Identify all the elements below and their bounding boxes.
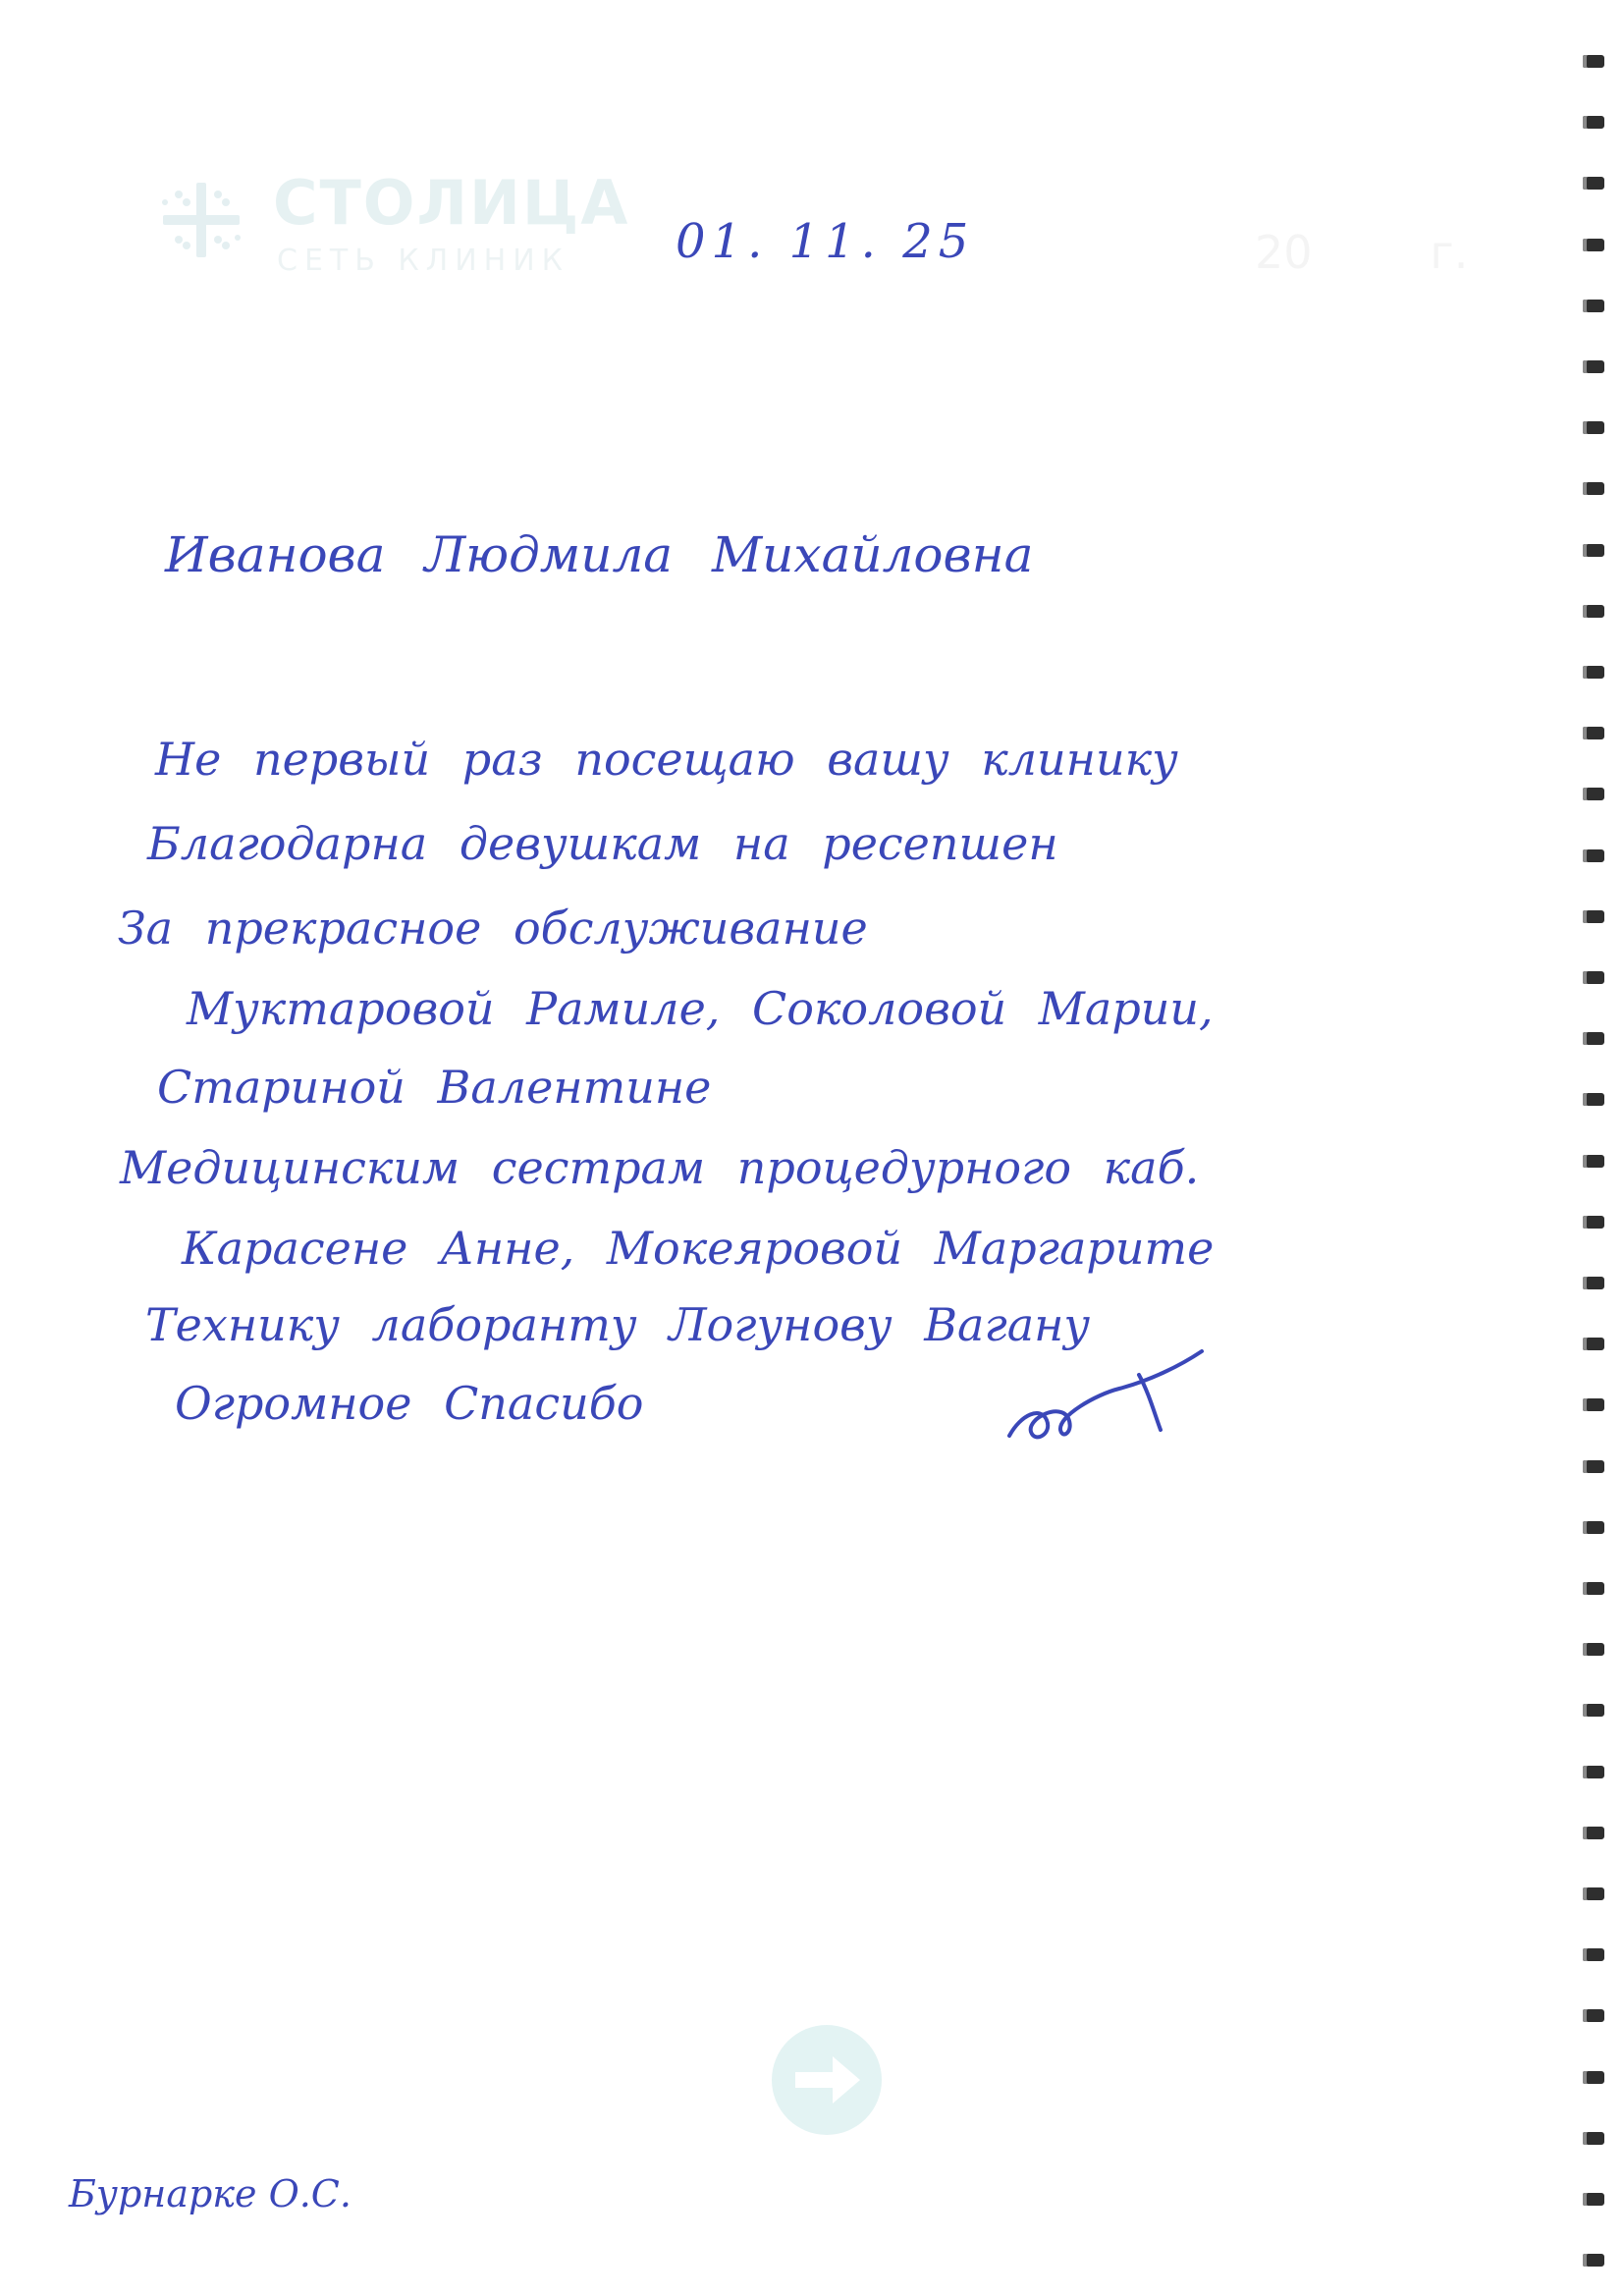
clinic-logo [157,167,630,278]
year-field [1255,226,1468,279]
binding-ring [1583,849,1604,862]
author-name: Иванова Людмила Михайловна [165,526,1034,583]
dot-cross-icon [157,181,245,259]
letter-line: Медицинским сестрам процедурного каб. [120,1141,1200,1194]
letter-date: 01. 11. 25 [676,214,975,269]
binding-ring [1583,300,1604,312]
binding-ring [1583,421,1604,434]
binding-ring [1583,605,1604,618]
binding-ring [1583,666,1604,679]
clinic-brand-subtitle: СЕТЬ КЛИНИК [277,244,569,278]
binding-ring [1583,2071,1604,2084]
letter-line: Не первый раз посещаю вашу клинику [155,733,1178,786]
letter-line: Технику лаборанту Логунову Вагану [145,1298,1091,1351]
binding-ring [1583,1277,1604,1289]
binding-ring [1583,1521,1604,1534]
signature: Бурнарке О.С. [69,2172,352,2215]
letter-line: За прекрасное обслуживание [118,902,868,955]
binding-ring [1583,1460,1604,1473]
letter-line: Стариной Валентине [157,1061,712,1114]
letter-line: Огромное Спасибо [175,1377,644,1430]
letter-line: Благодарна девушкам на ресепшен [147,817,1058,870]
letter-line: Муктаровой Рамиле, Соколовой Марии, [187,982,1214,1035]
binding-ring [1583,1398,1604,1411]
binding-ring [1583,1704,1604,1717]
year-suffix: г. [1430,226,1469,279]
binding-ring [1583,1032,1604,1045]
binding-ring [1583,544,1604,557]
binding-ring [1583,971,1604,984]
binding-ring [1583,2254,1604,2267]
binding-ring [1583,360,1604,373]
binding-ring [1583,2009,1604,2022]
year-prefix: 20 [1255,226,1313,279]
binding-ring [1583,239,1604,251]
binding-ring [1583,1582,1604,1595]
binding-ring [1583,177,1604,190]
binding-ring [1583,482,1604,495]
binding-ring [1583,910,1604,923]
binding-ring [1583,788,1604,800]
binding-ring [1583,1216,1604,1229]
binding-ring [1583,1155,1604,1168]
binding-ring [1583,116,1604,129]
arrow-right-circle-icon [768,2021,886,2139]
binding-ring [1583,1827,1604,1839]
clinic-brand-name: СТОЛИЦА [273,167,630,239]
handwritten-mark [1001,1345,1208,1453]
spiral-binding [1583,55,1610,2284]
binding-ring [1583,55,1604,68]
binding-ring [1583,1643,1604,1656]
binding-ring [1583,1093,1604,1106]
binding-ring [1583,727,1604,739]
binding-ring [1583,1948,1604,1961]
binding-ring [1583,1766,1604,1778]
binding-ring [1583,2132,1604,2145]
binding-ring [1583,2193,1604,2206]
letter-line: Карасене Анне, Мокеяровой Маргарите [182,1222,1215,1275]
binding-ring [1583,1887,1604,1900]
binding-ring [1583,1338,1604,1350]
